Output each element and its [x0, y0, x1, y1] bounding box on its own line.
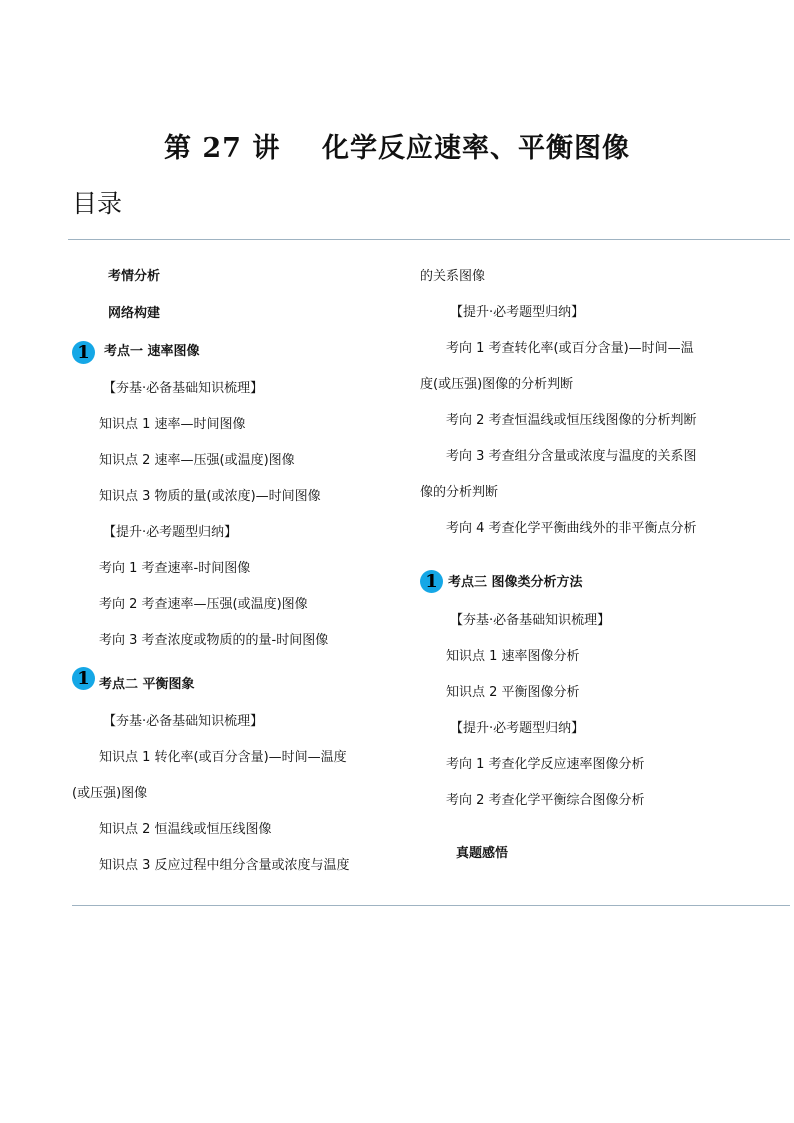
toc-entry-section-1[interactable]: 考点一 速率图像	[104, 344, 200, 359]
toc-entry[interactable]: 考向 2 考查速率—压强(或温度)图像	[99, 597, 308, 612]
toc-entry-zt[interactable]: 真题感悟	[456, 846, 509, 861]
toc-subheading: 【提升·必考题型归纳】	[450, 305, 585, 320]
toc-entry-continued[interactable]: 的关系图像	[420, 269, 486, 284]
toc-entry-section-3[interactable]: 考点三 图像类分析方法	[448, 575, 583, 590]
toc-entry-continued[interactable]: 像的分析判断	[420, 485, 499, 500]
bottom-divider	[72, 905, 790, 906]
toc-entry[interactable]: 知识点 3 反应过程中组分含量或浓度与温度	[99, 858, 350, 873]
toc-entry-wl[interactable]: 网络构建	[108, 306, 161, 321]
toc-entry[interactable]: 知识点 1 速率图像分析	[446, 649, 580, 664]
toc-entry-kq[interactable]: 考情分析	[108, 269, 161, 284]
toc-entry[interactable]: 知识点 2 速率—压强(或温度)图像	[99, 453, 295, 468]
toc-subheading: 【夯基·必备基础知识梳理】	[450, 613, 611, 628]
section-number-badge: 1	[420, 570, 443, 593]
toc-subheading: 【提升·必考题型归纳】	[103, 525, 238, 540]
toc-entry[interactable]: 考向 3 考查组分含量或浓度与温度的关系图	[446, 449, 697, 464]
toc-entry[interactable]: 考向 4 考查化学平衡曲线外的非平衡点分析	[446, 521, 697, 536]
toc-entry[interactable]: 考向 1 考查化学反应速率图像分析	[446, 757, 645, 772]
toc-subheading: 【提升·必考题型归纳】	[450, 721, 585, 736]
toc-entry[interactable]: 考向 2 考查化学平衡综合图像分析	[446, 793, 645, 808]
toc-subheading: 【夯基·必备基础知识梳理】	[103, 714, 264, 729]
toc-entry-continued[interactable]: 度(或压强)图像的分析判断	[420, 377, 574, 392]
toc-entry[interactable]: 考向 3 考查浓度或物质的的量-时间图像	[99, 633, 329, 648]
top-divider	[68, 239, 790, 240]
section-number-badge: 1	[72, 341, 95, 364]
toc-entry[interactable]: 考向 2 考查恒温线或恒压线图像的分析判断	[446, 413, 697, 428]
toc-entry-section-2[interactable]: 考点二 平衡图象	[99, 677, 195, 692]
toc-entry[interactable]: 知识点 1 转化率(或百分含量)—时间—温度	[99, 750, 347, 765]
toc-entry[interactable]: 考向 1 考查速率-时间图像	[99, 561, 251, 576]
toc-entry[interactable]: 考向 1 考查转化率(或百分含量)—时间—温	[446, 341, 694, 356]
toc-heading: 目录	[72, 189, 123, 218]
toc-entry[interactable]: 知识点 2 恒温线或恒压线图像	[99, 822, 272, 837]
toc-subheading: 【夯基·必备基础知识梳理】	[103, 381, 264, 396]
section-number-badge: 1	[72, 667, 95, 690]
page-title: 第 27 讲 化学反应速率、平衡图像	[164, 133, 630, 164]
toc-entry[interactable]: 知识点 2 平衡图像分析	[446, 685, 580, 700]
toc-entry-continued[interactable]: (或压强)图像	[72, 786, 148, 801]
toc-entry[interactable]: 知识点 3 物质的量(或浓度)—时间图像	[99, 489, 321, 504]
toc-entry[interactable]: 知识点 1 速率—时间图像	[99, 417, 246, 432]
